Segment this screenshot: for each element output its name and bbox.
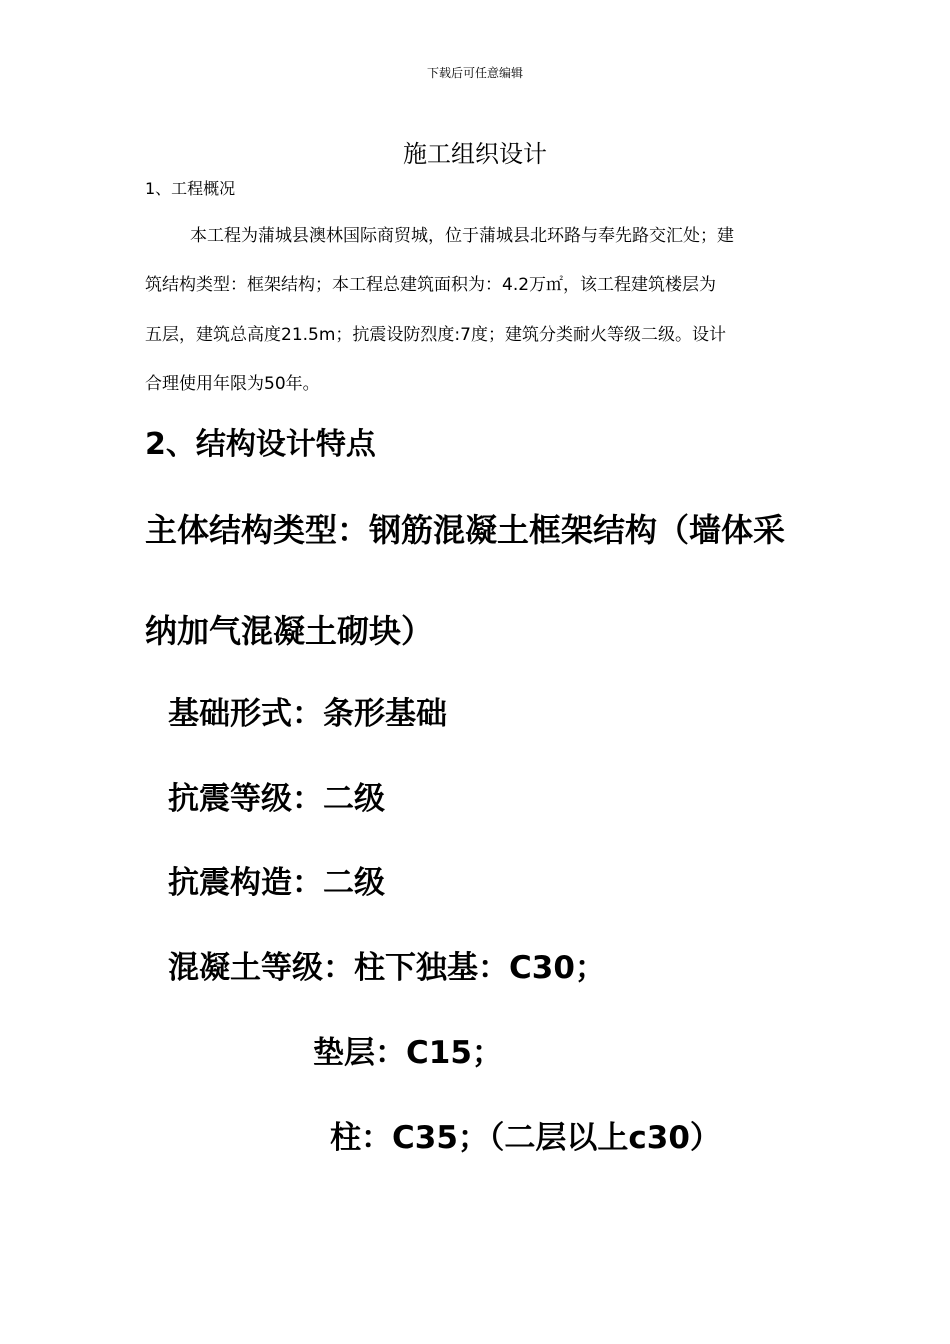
seismic-grade: 抗震等级：二级 <box>168 781 385 817</box>
header-note: 下载后可任意编辑 <box>426 66 523 80</box>
section-2-heading: 2、结构设计特点 <box>145 427 376 462</box>
main-structure-line-1: 主体结构类型：钢筋混凝土框架结构（墙体采 <box>145 511 786 549</box>
concrete-grade: 混凝土等级：柱下独基：C30； <box>168 950 606 986</box>
overview-line-2: 筑结构类型：框架结构；本工程总建筑面积为：4.2万㎡，该工程建筑楼层为 <box>145 275 717 295</box>
seismic-construction: 抗震构造：二级 <box>168 865 385 901</box>
document-title: 施工组织设计 <box>403 140 547 168</box>
overview-line-3: 五层，建筑总高度21.5m；抗震设防烈度:7度；建筑分类耐火等级二级。设计 <box>145 325 726 345</box>
overview-line-1: 本工程为蒲城县澳林国际商贸城，位于蒲城县北环路与奉先路交汇处；建 <box>190 226 734 246</box>
overview-line-4: 合理使用年限为50年。 <box>145 374 320 394</box>
column-grade: 柱：C35；（二层以上c30） <box>330 1120 721 1156</box>
foundation-type: 基础形式：条形基础 <box>168 696 447 732</box>
section-1-heading: 1、工程概况 <box>145 179 236 198</box>
cushion-grade: 垫层：C15； <box>313 1035 503 1071</box>
main-structure-line-2: 纳加气混凝土砌块） <box>145 612 434 650</box>
